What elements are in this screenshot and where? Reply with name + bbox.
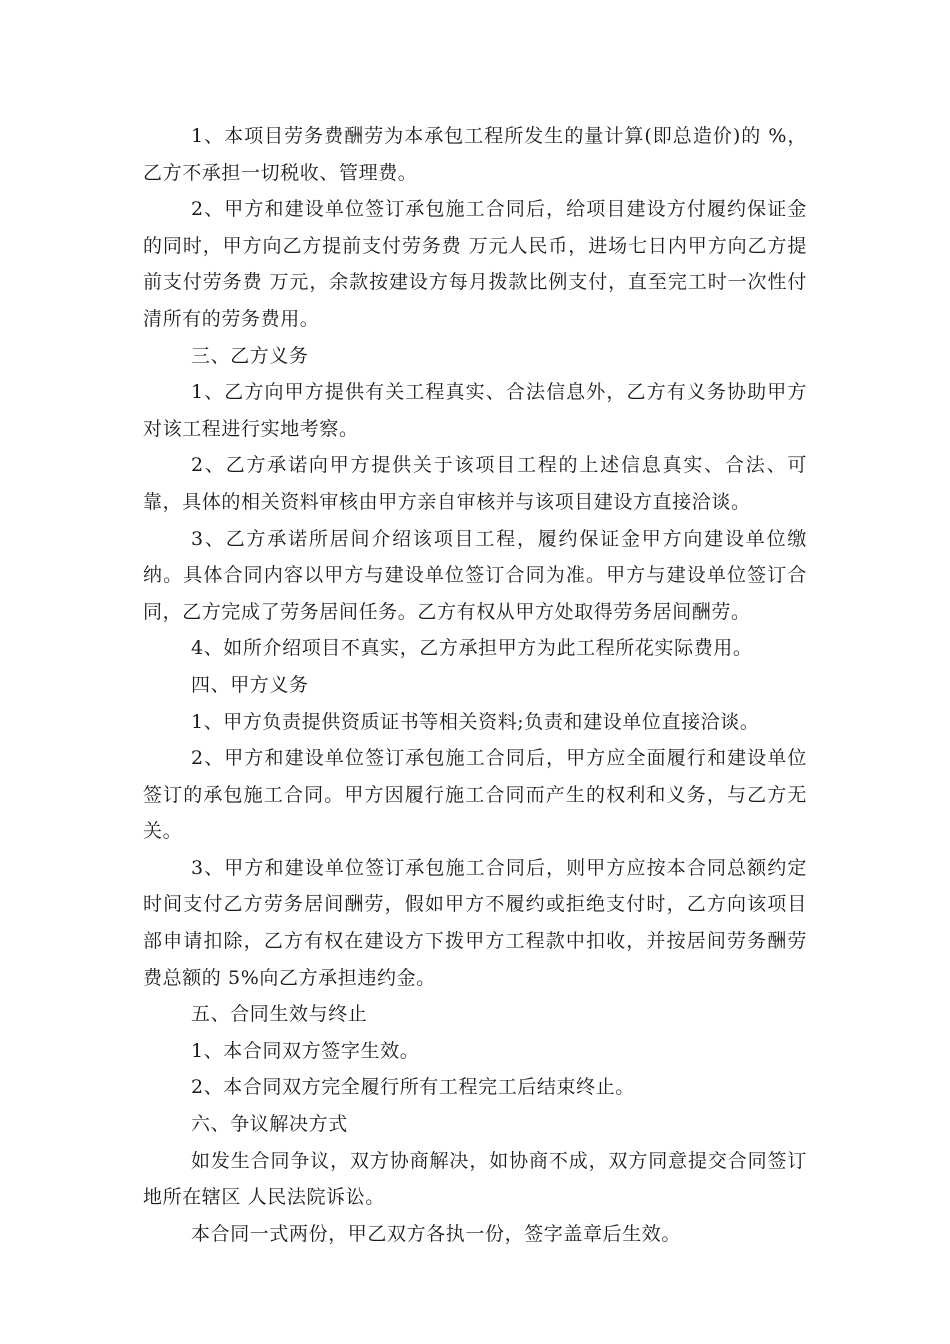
clause-party-a-duty-2: 2、甲方和建设单位签订承包施工合同后，甲方应全面履行和建设单位签订的承包施工合同。甲方因履行施工合同而产生的权利和义务，与乙方无关。 <box>143 747 807 843</box>
section-heading-party-a-duties: 四、甲方义务 <box>191 673 309 696</box>
clause-fee-ratio: 1、本项目劳务费酬劳为本承包工程所发生的量计算(即总造价)的 %，乙方不承担一切税收、管理费。 <box>143 125 807 184</box>
clause-party-b-duty-4: 4、如所介绍项目不真实，乙方承担甲方为此工程所花实际费用。 <box>191 637 753 660</box>
clause-copies: 本合同一式两份，甲乙双方各执一份，签字盖章后生效。 <box>191 1222 682 1245</box>
clause-fee-payment: 2、甲方和建设单位签订承包施工合同后，给项目建设方付履约保证金的同时，甲方向乙方提前支付劳务费 万元人民币，进场七日内甲方向乙方提前支付劳务费 万元，余款按建设方每月拨款比例支付，直至完工时一次性付清所有的劳务费用。 <box>143 198 807 330</box>
section-heading-dispute-resolution: 六、争议解决方式 <box>191 1113 348 1136</box>
section-heading-effect-termination: 五、合同生效与终止 <box>191 1003 368 1026</box>
clause-party-a-duty-3: 3、甲方和建设单位签订承包施工合同后，则甲方应按本合同总额约定时间支付乙方劳务居间酬劳，假如甲方不履约或拒绝支付时，乙方向该项目部申请扣除，乙方有权在建设方下拨甲方工程款中扣收，并按居间劳务酬劳费总额的 5%向乙方承担违约金。 <box>143 856 807 989</box>
section-heading-party-b-duties: 三、乙方义务 <box>191 344 309 367</box>
clause-party-b-duty-3: 3、乙方承诺所居间介绍该项目工程，履约保证金甲方向建设单位缴纳。具体合同内容以甲方与建设单位签订合同为准。甲方与建设单位签订合同，乙方完成了劳务居间任务。乙方有权从甲方处取得劳务居间酬劳。 <box>143 527 807 623</box>
clause-party-b-duty-1: 1、乙方向甲方提供有关工程真实、合法信息外，乙方有义务协助甲方对该工程进行实地考察。 <box>143 381 807 440</box>
clause-party-b-duty-2: 2、乙方承诺向甲方提供关于该项目工程的上述信息真实、合法、可靠，具体的相关资料审核由甲方亲自审核并与该项目建设方直接洽谈。 <box>143 454 807 513</box>
clause-dispute: 如发生合同争议，双方协商解决，如协商不成，双方同意提交合同签订地所在辖区 人民法院诉讼。 <box>143 1149 807 1209</box>
clause-effect-2: 2、本合同双方完全履行所有工程完工后结束终止。 <box>191 1076 635 1099</box>
clause-party-a-duty-1: 1、甲方负责提供资质证书等相关资料;负责和建设单位直接洽谈。 <box>191 710 760 733</box>
document-body <box>143 118 807 1252</box>
clause-effect-1: 1、本合同双方签字生效。 <box>191 1039 420 1062</box>
